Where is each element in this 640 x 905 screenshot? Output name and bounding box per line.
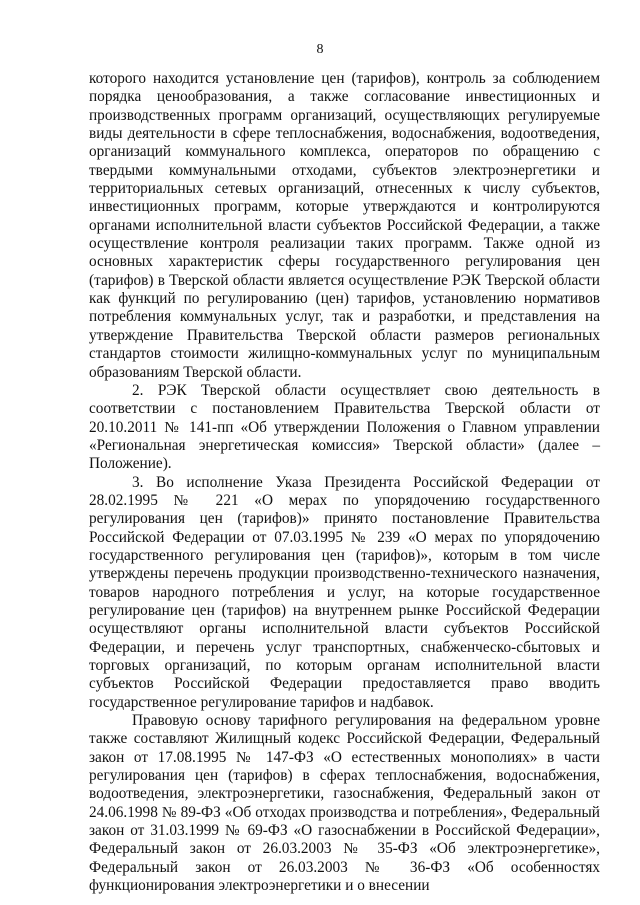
paragraph-continuation: которого находится установление цен (тарифов), контроль за соблюдением порядка ценообразования, а также согласование инвестиционных и производственных программ организаций, осуществляющих регулируемые виды деятельности в сфере теплоснабжения, водоснабжения, водоотведения, организаций коммунального комплекса, операторов по обращению с твердыми коммунальными отходами, субъектов электроэнергетики и территориальных сетевых организаций, отнесенных к числу субъектов, инвестиционных программ, которые утверждаются и контролируются органами исполнительной власти субъектов Российской Федерации, а также осуществление контроля реализации таких программ. Также одной из основных характеристик сферы государственного регулирования цен (тарифов) в Тверской области является осуществление РЭК Тверской области как функций по регулированию (цен) тарифов, установлению нормативов потребления коммунальных услуг, так и разработки, и представления на утверждение Правительства Тверской области размеров региональных стандартов стоимости жилищно-коммунальных услуг по муниципальным образованиям Тверской области.	[89, 70, 600, 381]
paragraph-legal-basis: Правовую основу тарифного регулирования на федеральном уровне также составляют Жилищный кодекс Российской Федерации, Федеральный закон от 17.08.1995 № 147-ФЗ «О естественных монополиях» в части регулирования цен (тарифов) в сферах теплоснабжения, водоснабжения, водоотведения, электроэнергетики, газоснабжения, Федеральный закон от 24.06.1998 № 89-ФЗ «Об отходах производства и потребления», Федеральный закон от 31.03.1999 № 69-ФЗ «О газоснабжении в Российской Федерации», Федеральный закон от 26.03.2003 № 35-ФЗ «Об электроэнергетике», Федеральный закон от 26.03.2003 № 36-ФЗ «Об особенностях функционирования электроэнергетики и о внесении	[89, 712, 600, 895]
document-body	[89, 70, 600, 895]
paragraph-item-2: 2. РЭК Тверской области осуществляет свою деятельность в соответствии с постановлением Правительства Тверской области от 20.10.2011 № 141-пп «Об утверждении Положения о Главном управлении «Региональная энергетическая комиссия» Тверской области» (далее – Положение).	[89, 381, 600, 473]
paragraph-item-3: 3. Во исполнение Указа Президента Российской Федерации от 28.02.1995 № 221 «О мерах по упорядочению государственного регулирования цен (тарифов)» принято постановление Правительства Российской Федерации от 07.03.1995 № 239 «О мерах по упорядочению государственного регулирования цен (тарифов)», которым в том числе утверждены перечень продукции производственно-технического назначения, товаров народного потребления и услуг, на которые государственное регулирование цен (тарифов) на внутреннем рынке Российской Федерации осуществляют органы исполнительной власти субъектов Российской Федерации, и перечень услуг транспортных, снабженческо-сбытовых и торговых организаций, по которым органам исполнительной власти субъектов Российской Федерации предоставляется право вводить государственное регулирование тарифов и надбавок.	[89, 473, 600, 711]
page-number: 8	[316, 42, 324, 57]
